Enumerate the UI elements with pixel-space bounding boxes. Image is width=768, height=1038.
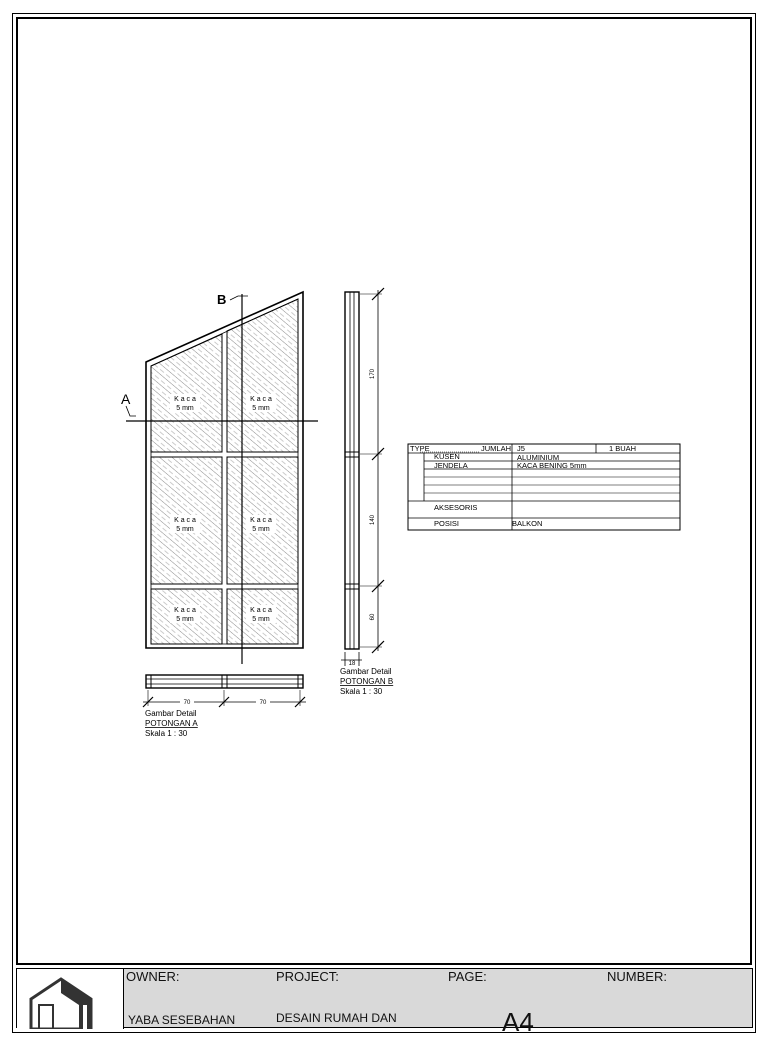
- window-elevation: [121, 292, 318, 664]
- glass-label: K a c a: [250, 517, 272, 524]
- dimension-label: 60: [370, 613, 376, 621]
- table-jendela-label: JENDELA: [434, 461, 468, 470]
- dimension-label: 70: [183, 700, 191, 706]
- glass-label: K a c a: [250, 396, 272, 403]
- owner-value: YABA SESEBAHAN: [128, 1013, 236, 1027]
- dimension-label: 140: [370, 514, 376, 526]
- caption-title: Gambar Detail: [340, 667, 392, 676]
- project-label: PROJECT:: [276, 969, 339, 984]
- glass-label: 5 mm: [176, 526, 194, 533]
- project-value: DESAIN RUMAH DAN: [276, 1011, 397, 1025]
- section-label-a: A: [121, 391, 131, 407]
- table-jumlah-value: J5: [517, 444, 525, 453]
- dimension-label: 70: [259, 700, 267, 706]
- house-logo-icon: [17, 969, 123, 1029]
- table-kusen-label: KUSEN: [434, 452, 460, 461]
- dimension-label: 170: [370, 368, 376, 380]
- caption-scale: Skala 1 : 30: [340, 687, 383, 696]
- glass-pane: [151, 334, 222, 452]
- table-posisi-label: POSISI: [434, 519, 460, 528]
- title-block: [16, 968, 753, 1037]
- glass-label: K a c a: [174, 517, 196, 524]
- table-jumlah-label: JUMLAH: [481, 444, 512, 453]
- glass-label: K a c a: [174, 396, 196, 403]
- owner-label: OWNER:: [126, 969, 180, 984]
- glass-label: K a c a: [250, 607, 272, 614]
- glass-label: K a c a: [174, 607, 196, 614]
- caption-title: Gambar Detail: [145, 709, 197, 718]
- glass-label: 5 mm: [252, 405, 270, 412]
- section-a-detail: [143, 675, 306, 738]
- table-aksesoris-label: AKSESORIS: [434, 503, 478, 512]
- section-label-b: B: [217, 292, 227, 307]
- page-value: A4: [502, 1007, 534, 1037]
- page-label: PAGE:: [448, 969, 487, 984]
- table-quantity: 1 BUAH: [609, 444, 637, 453]
- table-kusen-value: ALUMINIUM: [517, 453, 560, 462]
- glass-label: 5 mm: [176, 405, 194, 412]
- caption-scale: Skala 1 : 30: [145, 729, 188, 738]
- glass-label: 5 mm: [252, 616, 270, 623]
- caption-subtitle: POTONGAN B: [340, 677, 394, 686]
- logo-box: [17, 969, 124, 1029]
- table-posisi-value: BALKON: [512, 519, 543, 528]
- glass-label: 5 mm: [176, 616, 194, 623]
- table-jendela-value: KACA BENING 5mm: [517, 461, 587, 470]
- caption-subtitle: POTONGAN A: [145, 719, 198, 728]
- dimension-label: 18: [348, 661, 356, 667]
- glass-label: 5 mm: [252, 526, 270, 533]
- section-b-detail: [340, 288, 393, 696]
- spec-table: [408, 444, 680, 530]
- table-type-label: TYPE: [410, 444, 430, 453]
- number-label: NUMBER:: [607, 969, 667, 984]
